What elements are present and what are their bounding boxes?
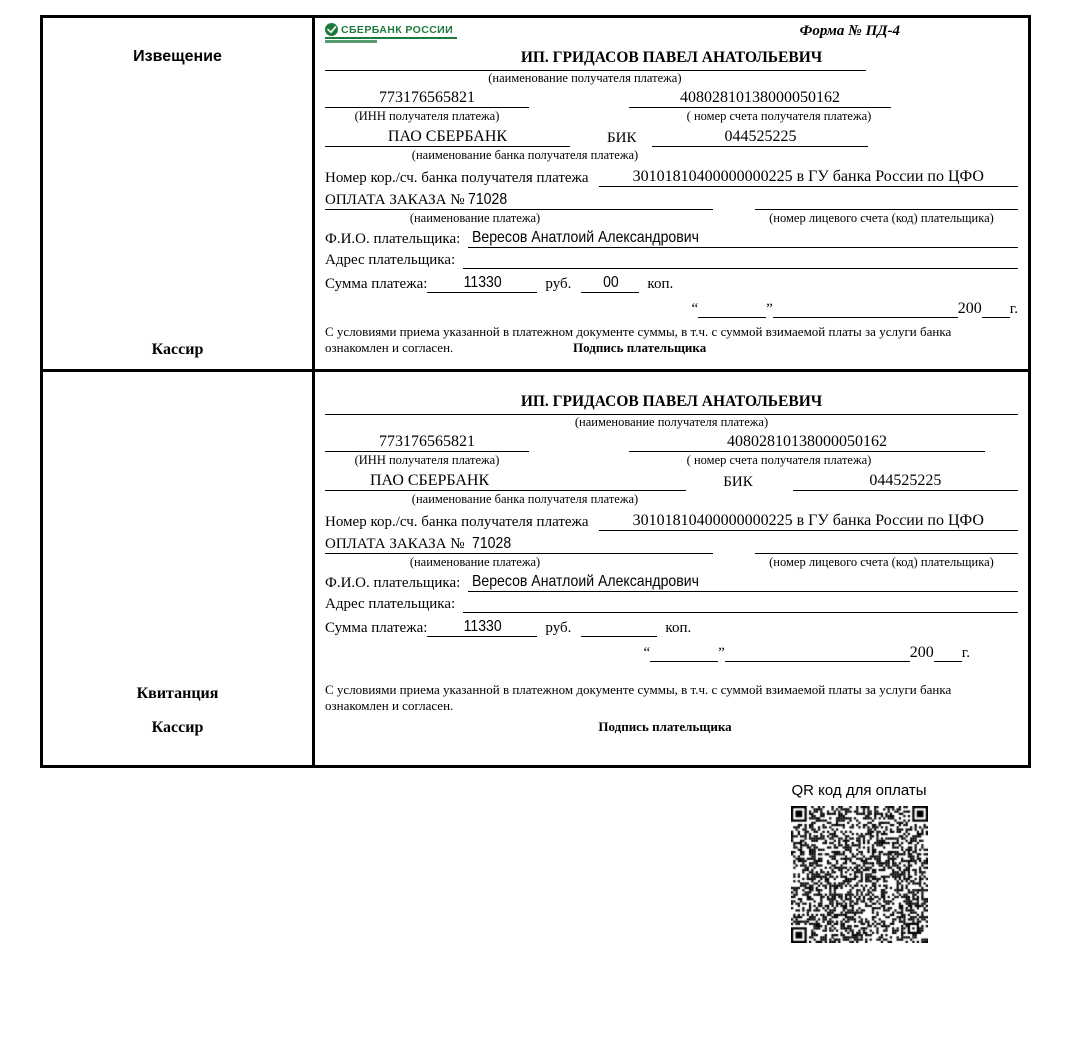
year-suffix: г. [1009, 301, 1018, 317]
payment-name-label: ОПЛАТА ЗАКАЗА № [325, 536, 465, 552]
payer-fio-label: Ф.И.О. плательщика: [325, 575, 461, 591]
sberbank-logo [325, 23, 457, 43]
cashier-label: Кассир [151, 341, 204, 358]
sberbank-logo-text: СБЕРБАНК РОССИИ [341, 23, 454, 36]
notice-form [315, 18, 1028, 369]
payee-account: 40802810138000050162 [629, 433, 985, 452]
inn-caption: (ИНН получателя платежа) [354, 453, 500, 467]
order-number: 71028 [468, 191, 508, 208]
corr-account-value: 30101810400000000225 в ГУ банка России по ЦФО [599, 168, 1018, 187]
receipt-section [40, 369, 1031, 768]
payee-inn: 773176565821 [325, 433, 529, 452]
sberbank-logo-subtext [325, 40, 377, 43]
date-year-blank [934, 648, 962, 662]
payee-name: ИП. ГРИДАСОВ ПАВЕЛ АНАТОЛЬЕВИЧ [520, 393, 823, 410]
form-number-label: Форма № ПД-4 [799, 23, 900, 39]
payer-fio-value: Вересов Анатлоий Александрович [472, 229, 700, 246]
agreement-block [325, 324, 987, 356]
bik-value: 044525225 [652, 128, 868, 147]
order-number: 71028 [472, 535, 512, 552]
payment-name-caption: (наименование платежа) [409, 555, 541, 569]
account-caption: ( номер счета получателя платежа) [686, 109, 872, 123]
bank-name: ПАО СБЕРБАНК [325, 472, 686, 491]
qr-block [785, 782, 933, 943]
cashier-label: Кассир [151, 719, 204, 736]
bik-value: 044525225 [793, 472, 1018, 491]
quote-close: ” [766, 301, 773, 317]
payee-name-caption: (наименование получателя платежа) [574, 415, 769, 429]
payer-fio-label: Ф.И.О. плательщика: [325, 231, 461, 247]
receipt-label: Квитанция [136, 685, 219, 702]
payer-address-label: Адрес плательщика: [325, 252, 456, 268]
payer-code-caption: (номер лицевого счета (код) плательщика) [769, 555, 994, 569]
quote-open: “ [643, 645, 651, 661]
notice-stub-column [43, 18, 315, 369]
payer-signature-label: Подпись плательщика [573, 340, 707, 355]
sum-kopeks: 00 [602, 274, 619, 291]
payer-code-blank [755, 540, 1018, 554]
sum-label: Сумма платежа: [325, 620, 428, 636]
bik-label: БИК [607, 130, 637, 146]
receipt-form [315, 372, 1028, 765]
inn-caption: (ИНН получателя платежа) [354, 109, 500, 123]
notice-label: Извещение [133, 48, 222, 65]
notice-section [40, 15, 1031, 372]
date-day-blank [650, 648, 718, 662]
quote-open: “ [691, 301, 699, 317]
date-month-blank [725, 648, 910, 662]
date-month-blank [773, 304, 958, 318]
date-year-blank [982, 304, 1010, 318]
year-suffix: г. [961, 645, 970, 661]
bank-name-caption: (наименование банка получателя платежа) [411, 492, 639, 506]
year-prefix: 200 [909, 644, 934, 661]
bik-label: БИК [723, 474, 753, 490]
payment-name-label: ОПЛАТА ЗАКАЗА № [325, 192, 465, 208]
payer-address-label: Адрес плательщика: [325, 596, 456, 612]
payee-account: 40802810138000050162 [629, 89, 891, 108]
account-caption: ( номер счета получателя платежа) [686, 453, 872, 467]
sum-rubles: 11330 [463, 274, 502, 291]
payer-code-blank [755, 196, 1018, 210]
rub-label: руб. [545, 620, 572, 636]
payer-code-caption: (номер лицевого счета (код) плательщика) [769, 211, 994, 225]
qr-label: QR код для оплаты [791, 782, 927, 799]
date-line [325, 300, 1018, 318]
kop-label: коп. [665, 620, 692, 636]
corr-account-value: 30101810400000000225 в ГУ банка России по ЦФО [599, 512, 1018, 531]
date-line [325, 644, 1018, 662]
agreement-block [325, 682, 987, 714]
qr-code [791, 806, 928, 943]
payer-fio-value: Вересов Анатлоий Александрович [472, 573, 700, 590]
payee-name-caption: (наименование получателя платежа) [488, 71, 682, 85]
agreement-text: С условиями приема указанной в платежном документе суммы, в т.ч. с суммой взимаемой платы за услуги банка ознакомлен и согласен. [325, 682, 952, 713]
year-prefix: 200 [957, 300, 982, 317]
corr-account-label: Номер кор./сч. банка получателя платежа [325, 170, 589, 186]
payer-signature-label: Подпись плательщика [598, 719, 732, 734]
payment-name-caption: (наименование платежа) [409, 211, 541, 225]
receipt-stub-column [43, 372, 315, 765]
corr-account-label: Номер кор./сч. банка получателя платежа [325, 514, 589, 530]
payee-name: ИП. ГРИДАСОВ ПАВЕЛ АНАТОЛЬЕВИЧ [520, 49, 823, 66]
sum-label: Сумма платежа: [325, 276, 428, 292]
payee-inn: 773176565821 [325, 89, 529, 108]
sum-rubles: 11330 [463, 618, 502, 635]
bank-name-caption: (наименование банка получателя платежа) [411, 148, 639, 162]
agreement-text: С условиями приема указанной в платежном документе суммы, в т.ч. с суммой взимаемой платы за услуги банка ознакомлен и согласен. [325, 324, 952, 355]
quote-close: ” [718, 645, 725, 661]
kop-label: коп. [647, 276, 674, 292]
date-day-blank [698, 304, 766, 318]
sberbank-logo-icon [325, 23, 338, 36]
bank-name: ПАО СБЕРБАНК [325, 128, 570, 147]
rub-label: руб. [545, 276, 572, 292]
